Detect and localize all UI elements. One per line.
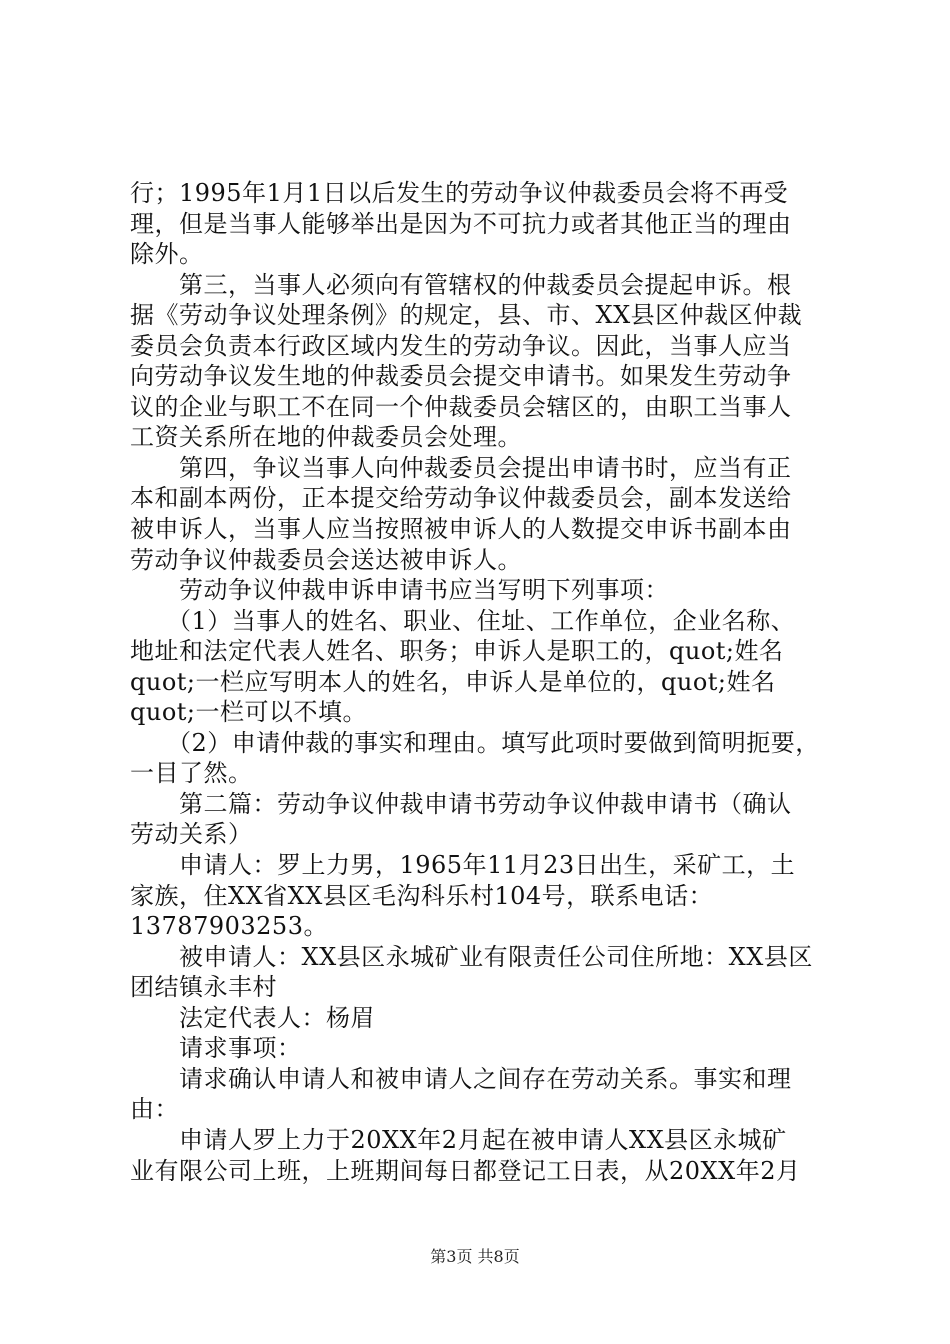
text-line: 据《劳动争议处理条例》的规定，县、市、XX县区仲裁区仲裁 [130, 301, 803, 330]
text-line: quot;一栏可以不填。 [130, 698, 367, 727]
text-line: quot;一栏应写明本人的姓名，申诉人是单位的，quot;姓名 [130, 667, 776, 696]
text-line: （2）申请仲裁的事实和理由。填写此项时要做到简明扼要， [130, 728, 820, 757]
text-line: 申请人罗上力于20XX年2月起在被申请人XX县区永城矿 [130, 1125, 787, 1154]
text-line: 劳动争议仲裁委员会送达被申诉人。 [130, 545, 522, 574]
text-line: 第三，当事人必须向有管辖权的仲裁委员会提起申诉。根 [130, 270, 792, 299]
text-line: 劳动争议仲裁申诉申请书应当写明下列事项： [130, 576, 669, 605]
text-line: 第四，争议当事人向仲裁委员会提出申请书时，应当有正 [130, 453, 792, 482]
text-line: 本和副本两份，正本提交给劳动争议仲裁委员会，副本发送给 [130, 484, 792, 513]
text-line: 13787903253。 [130, 912, 328, 941]
text-line: 第二篇：劳动争议仲裁申请书劳动争议仲裁申请书（确认 [130, 789, 792, 818]
text-line: （1）当事人的姓名、职业、住址、工作单位，企业名称、 [130, 606, 796, 635]
text-line: 团结镇永丰村 [130, 973, 277, 1002]
text-line: 被申请人：XX县区永城矿业有限责任公司住所地：XX县区 [130, 942, 813, 971]
text-line: 地址和法定代表人姓名、职务；申诉人是职工的，quot;姓名 [130, 637, 784, 666]
text-line: 家族，住XX省XX县区毛沟科乐村104号，联系电话： [130, 881, 714, 910]
text-line: 委员会负责本行政区域内发生的劳动争议。因此，当事人应当 [130, 331, 792, 360]
document-body [130, 178, 830, 1186]
text-line: 向劳动争议发生地的仲裁委员会提交申请书。如果发生劳动争 [130, 362, 792, 391]
text-line: 被申诉人，当事人应当按照被申诉人的人数提交申诉书副本由 [130, 515, 792, 544]
text-line: 由： [130, 1095, 179, 1124]
text-line: 议的企业与职工不在同一个仲裁委员会辖区的，由职工当事人 [130, 392, 792, 421]
text-line: 劳动关系） [130, 820, 253, 849]
text-line: 法定代表人：杨眉 [130, 1003, 375, 1032]
text-line: 一目了然。 [130, 759, 253, 788]
text-line: 请求事项： [130, 1034, 302, 1063]
text-line: 除外。 [130, 240, 204, 269]
text-line: 申请人：罗上力男，1965年11月23日出生，采矿工，土 [130, 851, 796, 880]
text-line: 理，但是当事人能够举出是因为不可抗力或者其他正当的理由 [130, 209, 792, 238]
text-line: 工资关系所在地的仲裁委员会处理。 [130, 423, 522, 452]
text-line: 请求确认申请人和被申请人之间存在劳动关系。事实和理 [130, 1064, 792, 1093]
page-number-footer: 第3页 共8页 [430, 1247, 520, 1266]
text-line: 业有限公司上班，上班期间每日都登记工日表，从20XX年2月 [130, 1156, 801, 1185]
text-line: 行；1995年1月1日以后发生的劳动争议仲裁委员会将不再受 [130, 179, 789, 207]
